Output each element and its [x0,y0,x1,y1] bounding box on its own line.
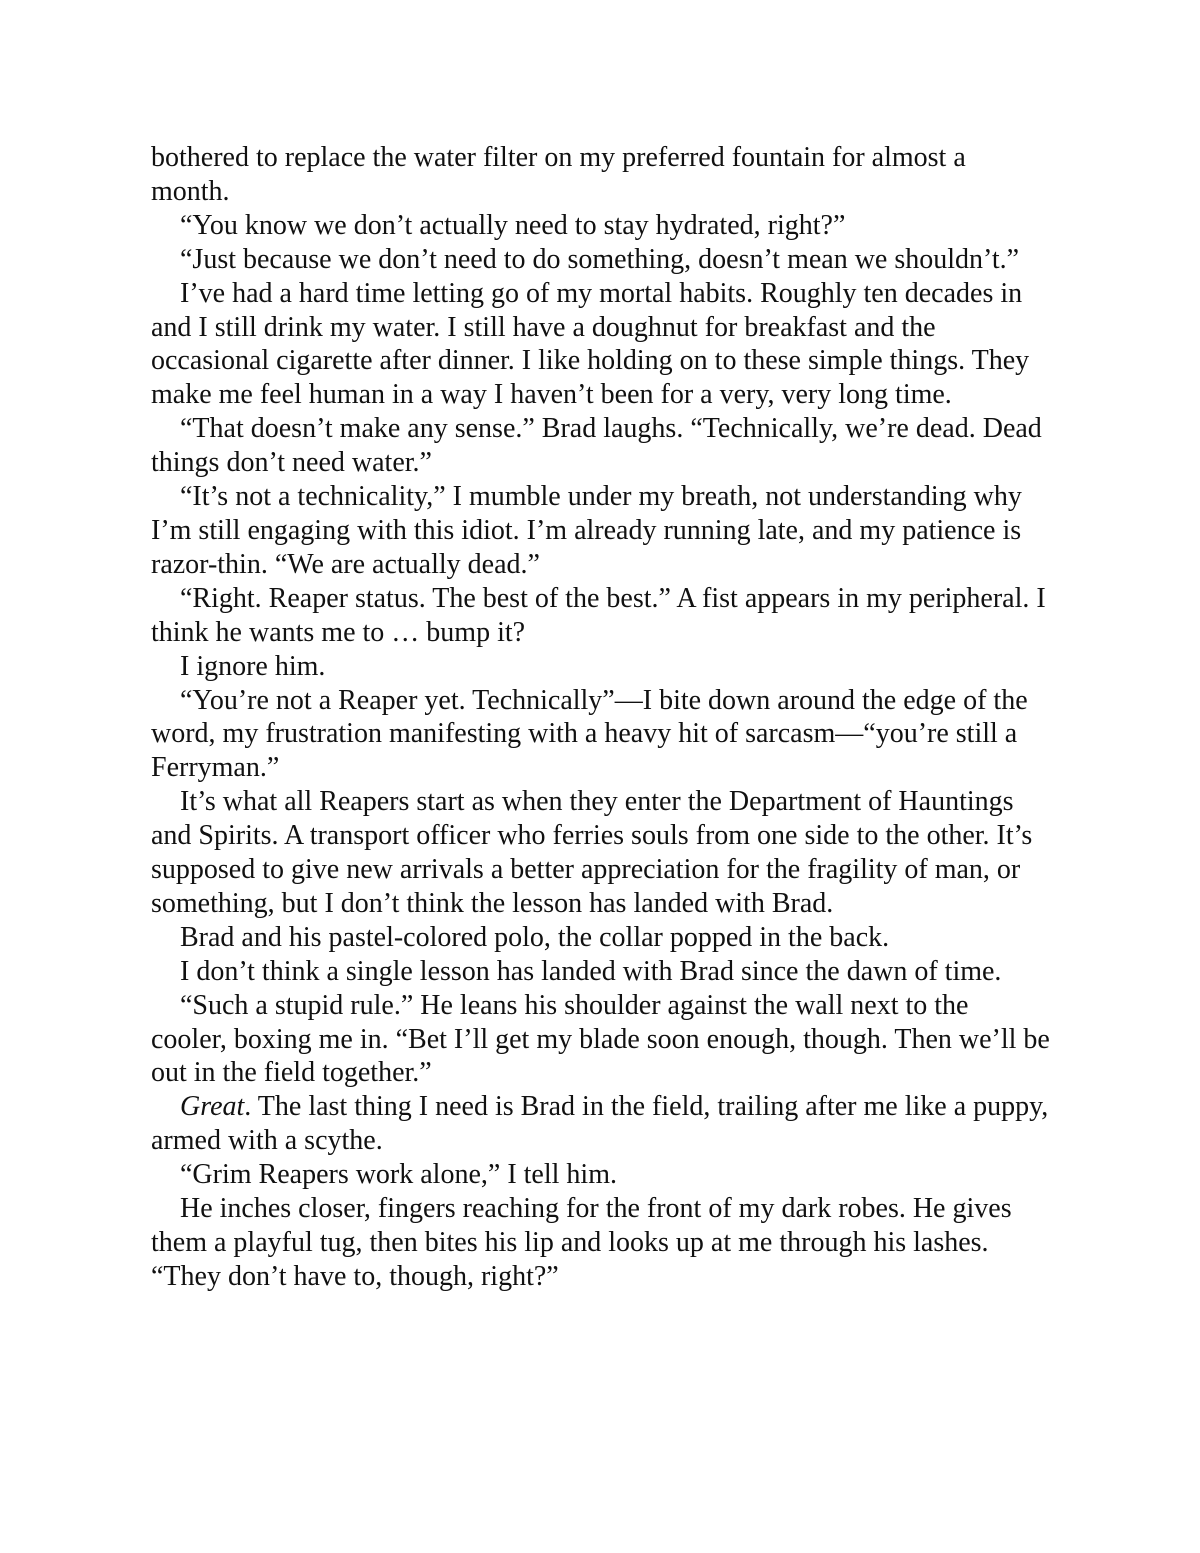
paragraph: It’s what all Reapers start as when they enter the Department of Hauntings and Spirits. A transport officer who ferries souls from one side to the other. It’s supposed to give new arrivals a better appreciation for the fragility of man, or something, but I don’t think the lesson has landed with Brad. [151,786,1033,919]
paragraph: I’ve had a hard time letting go of my mortal habits. Roughly ten decades in and I still drink my water. I still have a doughnut for breakfast and the occasional cigarette after dinner. I like holding on to these simple things. They make me feel human in a way I haven’t been for a very, very long time. [151,277,1030,411]
paragraph: I don’t think a single lesson has landed with Brad since the dawn of time. [180,955,1002,987]
paragraph: “You’re not a Reaper yet. Technically”—I bite down around the edge of the word, my frustration manifesting with a heavy hit of sarcasm—“you’re still a Ferryman.” [151,684,1028,784]
paragraph: “You know we don’t actually need to stay hydrated, right?” [180,209,846,241]
paragraph-text: . The last thing I need is Brad in the field, trailing after me like a puppy, armed with a scythe. [151,1091,1049,1157]
paragraph: Brad and his pastel-colored polo, the collar popped in the back. [180,921,890,953]
emphasis-text: Great [180,1091,245,1123]
paragraph: bothered to replace the water filter on my preferred fountain for almost a month. [151,142,966,207]
paragraph: “Grim Reapers work alone,” I tell him. [180,1159,617,1191]
paragraph: “Just because we don’t need to do something, doesn’t mean we shouldn’t.” [180,243,1020,275]
paragraph-with-emphasis [151,1090,1051,1158]
paragraph: “That doesn’t make any sense.” Brad laughs. “Technically, we’re dead. Dead things don’t need water.” [151,413,1042,479]
paragraph: He inches closer, fingers reaching for the front of my dark robes. He gives them a playful tug, then bites his lip and looks up at me through his lashes. “They don’t have to, though, right?” [151,1193,1012,1292]
paragraph: “Right. Reaper status. The best of the best.” A fist appears in my peripheral. I think he wants me to … bump it? [151,582,1046,648]
paragraph: “Such a stupid rule.” He leans his shoulder against the wall next to the cooler, boxing me in. “Bet I’ll get my blade soon enough, though. Then we’ll be out in the field together.” [151,989,1050,1089]
paragraph: I ignore him. [180,650,326,682]
book-page-text [151,141,1051,1294]
paragraph: “It’s not a technicality,” I mumble under my breath, not understanding why I’m still engaging with this idiot. I’m already running late, and my patience is razor-thin. “We are actually dead.” [151,481,1022,580]
